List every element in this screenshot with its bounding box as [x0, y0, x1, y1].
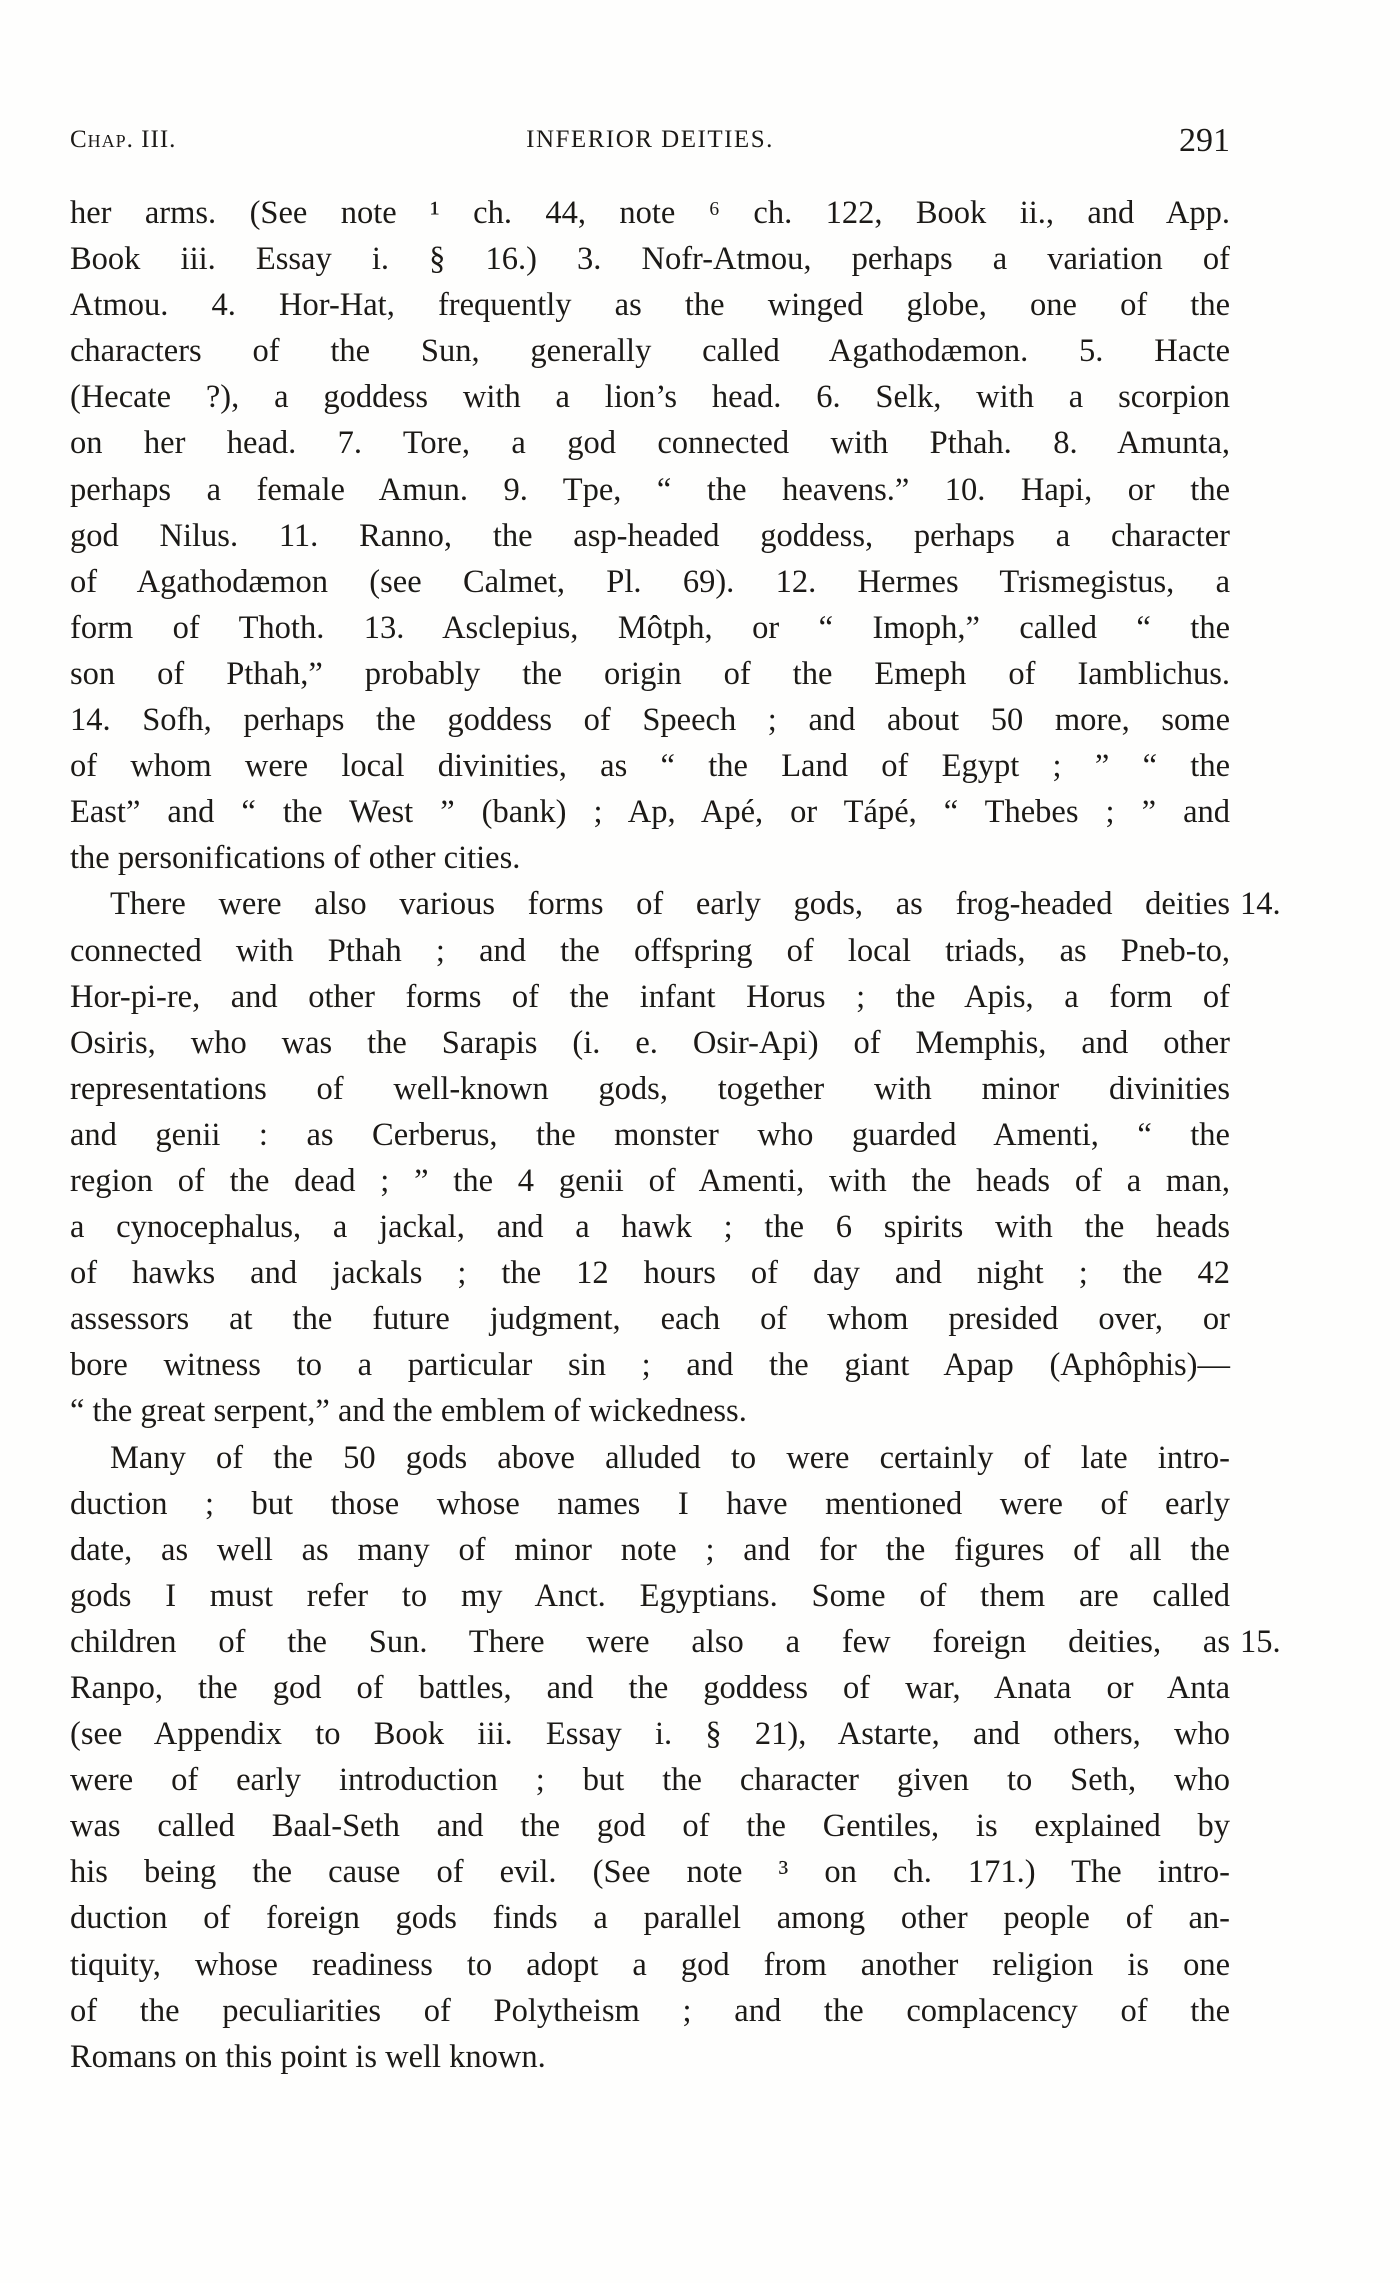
text-line: perhaps a female Amun. 9. Tpe, “ the heavens.” 10. Hapi, or the — [70, 471, 1230, 508]
page-number: 291 — [1179, 122, 1230, 159]
text-line: god Nilus. 11. Ranno, the asp-headed goddess, perhaps a character — [70, 517, 1230, 554]
text-line: Book iii. Essay i. § 16.) 3. Nofr-Atmou, perhaps a variation of — [70, 241, 1230, 278]
text-line: Ranpo, the god of battles, and the goddess of war, Anata or Anta — [70, 1670, 1230, 1706]
text-line: characters of the Sun, generally called Agathodæmon. 5. Hacte — [70, 333, 1230, 370]
paragraph-3 — [70, 1435, 1281, 2080]
text-line: of whom were local divinities, as “ the Land of Egypt ; ” “ the — [70, 748, 1230, 785]
text-line: 14. Sofh, perhaps the goddess of Speech ; and about 50 more, some — [70, 702, 1230, 739]
text-line: Many of the 50 gods above alluded to were certainly of late intro- — [110, 1439, 1230, 1476]
text-line: a cynocephalus, a jackal, and a hawk ; the 6 spirits with the heads — [70, 1209, 1230, 1246]
text-line: There were also various forms of early gods, as frog-headed deities — [110, 886, 1230, 923]
text-line: Romans on this point is well known. — [70, 2038, 546, 2075]
text-line: children of the Sun. There were also a few foreign deities, as — [70, 1623, 1230, 1660]
running-title: INFERIOR DEITIES. — [526, 126, 774, 153]
text-line: Atmou. 4. Hor-Hat, frequently as the winged globe, one of the — [70, 287, 1230, 324]
text-line: of hawks and jackals ; the 12 hours of day and night ; the 42 — [70, 1255, 1230, 1292]
text-line: on her head. 7. Tore, a god connected with Pthah. 8. Amunta, — [70, 425, 1230, 462]
text-line: her arms. (See note ¹ ch. 44, note ⁶ ch. 122, Book ii., and App. — [70, 195, 1230, 231]
text-line: (see Appendix to Book iii. Essay i. § 21), Astarte, and others, who — [70, 1716, 1230, 1753]
running-head — [70, 122, 1230, 162]
chapter-label: Chap. III. — [70, 126, 177, 153]
margin-section-number: 15. — [1240, 1623, 1281, 1660]
text-line: the personifications of other cities. — [70, 840, 521, 877]
text-line: bore witness to a particular sin ; and the giant Apap (Aphôphis)— — [70, 1347, 1230, 1384]
text-line: and genii : as Cerberus, the monster who guarded Amenti, “ the — [70, 1116, 1230, 1153]
text-line: representations of well-known gods, together with minor divinities — [70, 1070, 1230, 1107]
text-line: connected with Pthah ; and the offspring of local triads, as Pneb-to, — [70, 932, 1230, 969]
text-line: date, as well as many of minor note ; and for the figures of all the — [70, 1531, 1230, 1568]
text-line: of Agathodæmon (see Calmet, Pl. 69). 12. Hermes Trismegistus, a — [70, 563, 1230, 600]
text-line: (Hecate ?), a goddess with a lion’s head. 6. Selk, with a scorpion — [70, 379, 1230, 416]
text-line: his being the cause of evil. (See note ³ on ch. 171.) The intro- — [70, 1854, 1230, 1891]
text-line: duction ; but those whose names I have mentioned were of early — [70, 1485, 1230, 1522]
text-line: were of early introduction ; but the character given to Seth, who — [70, 1762, 1230, 1799]
body-text — [70, 190, 1281, 2080]
text-line: tiquity, whose readiness to adopt a god from another religion is one — [70, 1946, 1230, 1983]
paragraph-1 — [70, 190, 1230, 881]
text-line: was called Baal-Seth and the god of the Gentiles, is explained by — [70, 1808, 1230, 1845]
text-line: duction of foreign gods finds a parallel among other people of an- — [70, 1900, 1230, 1937]
text-line: region of the dead ; ” the 4 genii of Amenti, with the heads of a man, — [70, 1162, 1230, 1199]
text-line: “ the great serpent,” and the emblem of wickedness. — [70, 1393, 747, 1430]
margin-section-number: 14. — [1240, 886, 1281, 923]
paragraph-2 — [70, 881, 1281, 1434]
text-line: Hor-pi-re, and other forms of the infant Horus ; the Apis, a form of — [70, 978, 1230, 1015]
text-line: assessors at the future judgment, each of whom presided over, or — [70, 1301, 1230, 1338]
text-line: son of Pthah,” probably the origin of the Emeph of Iamblichus. — [70, 655, 1230, 692]
text-line: Osiris, who was the Sarapis (i. e. Osir-Api) of Memphis, and other — [70, 1024, 1230, 1061]
text-line: of the peculiarities of Polytheism ; and the complacency of the — [70, 1992, 1230, 2029]
text-line: form of Thoth. 13. Asclepius, Môtph, or “ Imoph,” called “ the — [70, 609, 1230, 646]
text-line: East” and “ the West ” (bank) ; Ap, Apé, or Tápé, “ Thebes ; ” and — [70, 794, 1230, 831]
text-line: gods I must refer to my Anct. Egyptians. Some of them are called — [70, 1577, 1230, 1614]
